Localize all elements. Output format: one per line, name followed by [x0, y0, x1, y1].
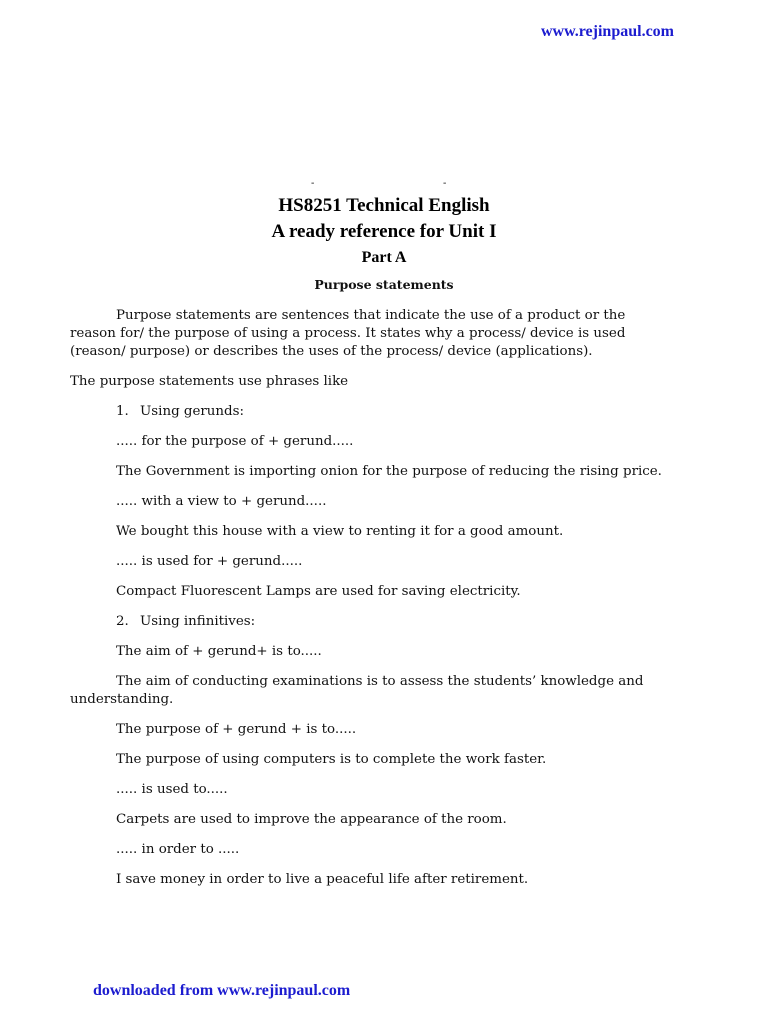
- title-mark-right: -: [443, 178, 447, 189]
- pattern-line: ..... is used to.....: [116, 782, 228, 797]
- list-number: 2.: [116, 614, 129, 629]
- pattern-line: ..... in order to .....: [116, 842, 240, 857]
- lead-paragraph: The purpose statements use phrases like: [70, 374, 349, 389]
- example-line: The Government is importing onion for the purpose of reducing the rising price.: [116, 464, 662, 479]
- list-label: Using gerunds:: [140, 404, 244, 419]
- pattern-line: ..... is used for + gerund.....: [116, 554, 303, 569]
- list-item-gerunds: [70, 403, 670, 421]
- pattern-line: The aim of + gerund+ is to.....: [116, 644, 322, 659]
- example-line: The aim of conducting examinations is to assess the students’ knowledge and understanding.: [70, 674, 644, 707]
- example-line: Compact Fluorescent Lamps are used for saving electricity.: [116, 584, 521, 599]
- intro-paragraph: Purpose statements are sentences that indicate the use of a product or the reason for/ the purpose of using a process. It states why a process/ device is used (reason/ purpose) or describes the uses of the process/ device (applications).: [70, 308, 626, 359]
- part-heading: Part A: [361, 249, 407, 266]
- example-line: We bought this house with a view to renting it for a good amount.: [116, 524, 564, 539]
- pattern-line: The purpose of + gerund + is to.....: [116, 722, 357, 737]
- example-line: The purpose of using computers is to complete the work faster.: [116, 752, 547, 767]
- example-line: Carpets are used to improve the appearance of the room.: [116, 812, 507, 827]
- page-subtitle: A ready reference for Unit I: [271, 221, 497, 242]
- document-body: [70, 307, 670, 889]
- title-block: [0, 193, 768, 270]
- section-heading: Purpose statements: [314, 277, 454, 292]
- pattern-line: ..... for the purpose of + gerund.....: [116, 434, 354, 449]
- footer-download-link[interactable]: downloaded from www.rejinpaul.com: [93, 982, 351, 999]
- example-line: I save money in order to live a peaceful life after retirement.: [116, 872, 529, 887]
- title-mark-left: -: [311, 178, 315, 189]
- list-number: 1.: [116, 404, 129, 419]
- pattern-line: ..... with a view to + gerund.....: [116, 494, 327, 509]
- header-website-link[interactable]: www.rejinpaul.com: [540, 23, 674, 40]
- list-label: Using infinitives:: [140, 614, 256, 629]
- page-title: HS8251 Technical English: [278, 195, 490, 216]
- list-item-infinitives: [70, 613, 670, 631]
